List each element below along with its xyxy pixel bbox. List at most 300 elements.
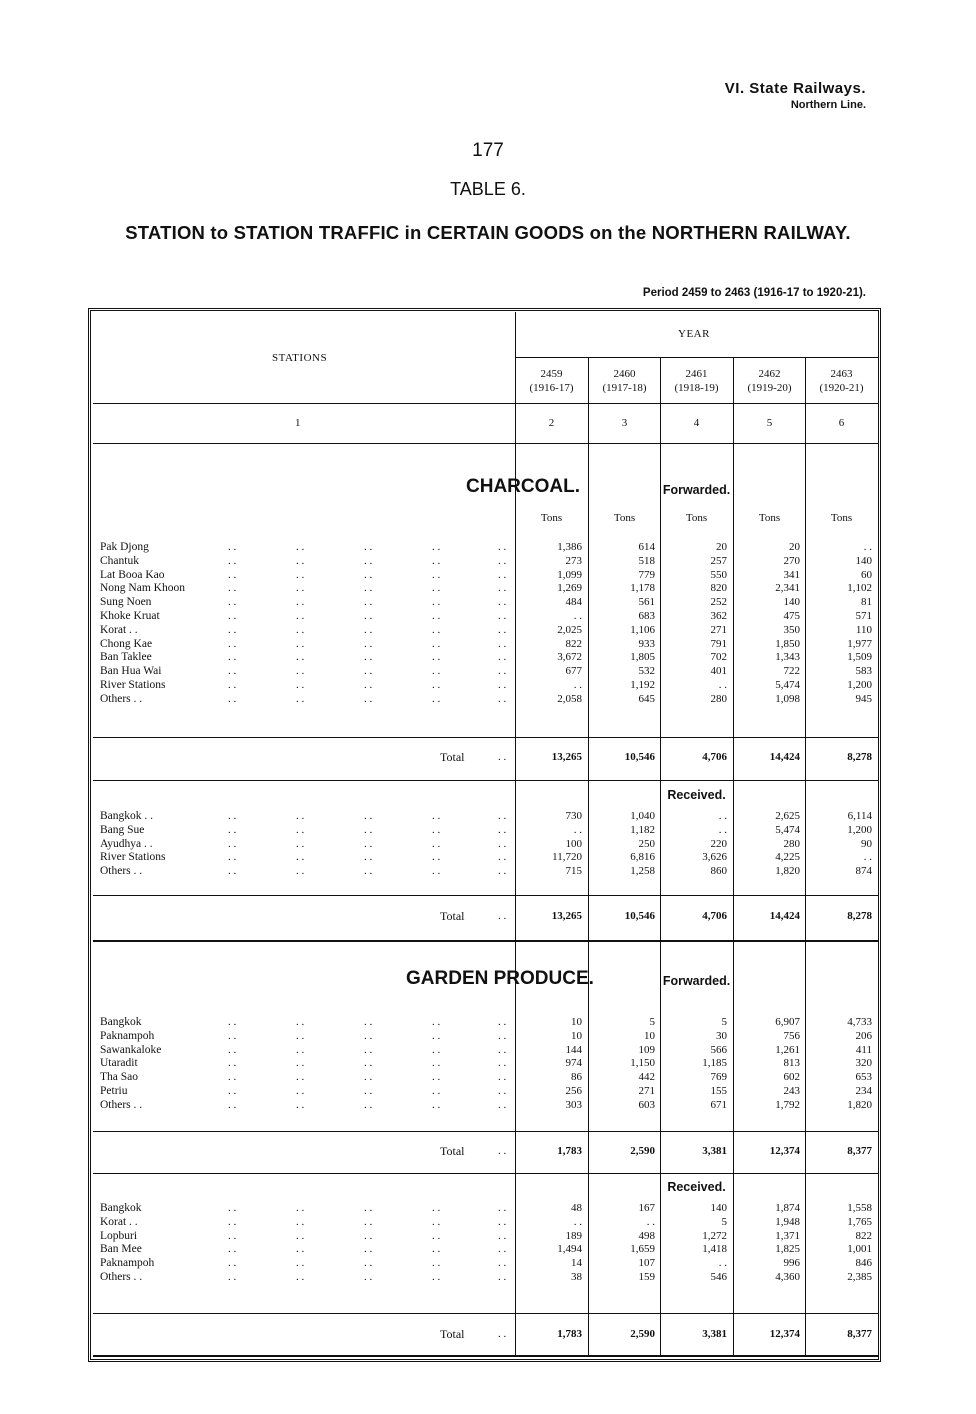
total-cell: 2,590 bbox=[630, 1145, 655, 1157]
station-name: Lopburi bbox=[100, 1229, 138, 1242]
leader-dots: . . bbox=[228, 1071, 237, 1084]
table-cell: 846 bbox=[855, 1257, 872, 1270]
table-cell: 6,816 bbox=[630, 851, 655, 864]
total-label: Total bbox=[440, 750, 465, 764]
leader-dots: . . bbox=[228, 623, 237, 636]
leader-dots: . . bbox=[432, 851, 441, 864]
leader-dots: . . bbox=[364, 679, 373, 691]
leader-dots: . . bbox=[296, 541, 305, 553]
leader-dots: . . bbox=[498, 1271, 507, 1283]
year-ce: (1919-20) bbox=[747, 382, 792, 394]
total-cell: 12,374 bbox=[769, 1145, 800, 1157]
leader-dots: . . bbox=[432, 1029, 441, 1042]
table-cell: . . bbox=[573, 679, 582, 691]
table-cell: 822 bbox=[855, 1229, 872, 1242]
total-cell: 14,424 bbox=[769, 910, 800, 922]
leader-dots: . . bbox=[498, 610, 507, 622]
leader-dots: . . bbox=[228, 1229, 237, 1242]
year-be: 2459 bbox=[540, 368, 563, 380]
leader-dots: . . bbox=[228, 596, 237, 609]
leader-dots: . . bbox=[432, 541, 441, 553]
year-rule bbox=[515, 357, 878, 358]
leader-dots: . . bbox=[432, 623, 441, 636]
leader-dots: . . bbox=[432, 1229, 441, 1242]
leader-dots: . . bbox=[432, 1202, 441, 1214]
table-cell: 1,343 bbox=[775, 651, 800, 664]
table-cell: 653 bbox=[855, 1071, 872, 1084]
leader-dots: . . bbox=[228, 1215, 237, 1228]
table-cell: 1,792 bbox=[775, 1098, 800, 1111]
leader-dots: . . bbox=[498, 1029, 507, 1042]
table-cell: 1,192 bbox=[630, 679, 655, 691]
leader-dots: . . bbox=[498, 1071, 507, 1084]
leader-dots: . . bbox=[228, 679, 237, 691]
table-cell: 822 bbox=[565, 637, 582, 650]
table-cell: 1,102 bbox=[847, 582, 872, 595]
leader-dots: . . bbox=[296, 1043, 305, 1056]
leader-dots: . . bbox=[296, 837, 305, 850]
leader-dots: . . bbox=[296, 610, 305, 622]
column-number: 2 bbox=[548, 417, 555, 429]
table-cell: 252 bbox=[710, 596, 727, 609]
table-cell: 1,178 bbox=[630, 582, 655, 595]
station-name: Korat . . bbox=[100, 1215, 138, 1228]
leader-dots: . . bbox=[432, 1257, 441, 1270]
table-cell: 411 bbox=[855, 1043, 872, 1056]
leader-dots: . . bbox=[364, 1029, 373, 1042]
table-cell: 1,371 bbox=[775, 1229, 800, 1242]
station-name: Chong Kae bbox=[100, 637, 153, 650]
table-cell: 1,659 bbox=[630, 1243, 655, 1256]
station-name: Others . . bbox=[100, 865, 143, 878]
table-cell: 4,360 bbox=[775, 1271, 800, 1283]
section-rule bbox=[93, 940, 878, 942]
leader-dots: . . bbox=[432, 692, 441, 705]
total-rule bbox=[93, 780, 878, 781]
leader-dots: . . bbox=[228, 541, 237, 553]
table-cell: 280 bbox=[710, 692, 727, 705]
table-cell: 1,185 bbox=[702, 1057, 727, 1070]
table-cell: 144 bbox=[565, 1043, 582, 1056]
table-cell: 280 bbox=[783, 837, 800, 850]
total-cell: 12,374 bbox=[769, 1328, 800, 1340]
leader-dots: . . bbox=[228, 1243, 237, 1256]
leader-dots: . . bbox=[296, 1271, 305, 1283]
station-name: Utaradit bbox=[100, 1057, 138, 1070]
table-cell: 498 bbox=[638, 1229, 655, 1242]
year-be: 2462 bbox=[758, 368, 781, 380]
table-cell: 81 bbox=[861, 596, 872, 609]
leader-dots: . . bbox=[296, 1202, 305, 1214]
table-cell: 11,720 bbox=[552, 851, 582, 864]
station-name: Lat Booa Kao bbox=[100, 568, 165, 581]
leader-dots: . . bbox=[498, 679, 507, 691]
table-cell: 20 bbox=[789, 541, 800, 553]
leader-dots: . . bbox=[498, 541, 507, 553]
received-label: Received. bbox=[667, 788, 726, 802]
table-cell: 974 bbox=[565, 1057, 582, 1070]
table-cell: 860 bbox=[710, 865, 727, 878]
table-cell: 271 bbox=[710, 623, 727, 636]
station-name: Korat . . bbox=[100, 623, 138, 636]
table-cell: 167 bbox=[638, 1202, 655, 1214]
leader-dots: . . bbox=[498, 568, 507, 581]
table-cell: 996 bbox=[783, 1257, 800, 1270]
leader-dots: . . bbox=[364, 665, 373, 678]
total-rule bbox=[93, 737, 878, 738]
table-cell: 4,733 bbox=[847, 1016, 872, 1028]
column-number: 4 bbox=[693, 417, 700, 429]
table-cell: 2,385 bbox=[847, 1271, 872, 1283]
leader-dots: . . bbox=[364, 1271, 373, 1283]
table-cell: 1,850 bbox=[775, 637, 800, 650]
leader-dots: . . bbox=[228, 665, 237, 678]
year-ce: (1918-19) bbox=[674, 382, 719, 394]
table-cell: 30 bbox=[716, 1029, 727, 1042]
header-rule bbox=[93, 403, 878, 404]
leader-dots: . . bbox=[432, 1016, 441, 1028]
leader-dots: . . bbox=[296, 1229, 305, 1242]
leader-dots: . . bbox=[498, 623, 507, 636]
leader-dots: . . bbox=[364, 810, 373, 822]
leader-dots: . . bbox=[432, 1043, 441, 1056]
unit-label: Tons bbox=[758, 512, 781, 524]
table-cell: 730 bbox=[565, 810, 582, 822]
station-name: Others . . bbox=[100, 1098, 143, 1111]
station-name: Tha Sao bbox=[100, 1071, 139, 1084]
leader-dots: . . bbox=[432, 596, 441, 609]
total-cell: 2,590 bbox=[630, 1328, 655, 1340]
forwarded-label: Forwarded. bbox=[662, 974, 731, 988]
table-cell: 10 bbox=[644, 1029, 655, 1042]
leader-dots: . . bbox=[364, 596, 373, 609]
table-cell: 110 bbox=[855, 623, 872, 636]
table-cell: 107 bbox=[638, 1257, 655, 1270]
year-be: 2460 bbox=[613, 368, 636, 380]
leader-dots: . . bbox=[498, 823, 507, 836]
year-heading bbox=[588, 367, 661, 395]
table-cell: 2,025 bbox=[557, 623, 582, 636]
table-cell: 813 bbox=[783, 1057, 800, 1070]
table-cell: 271 bbox=[638, 1085, 655, 1097]
table-cell: . . bbox=[573, 1215, 582, 1228]
leader-dots: . . bbox=[296, 851, 305, 864]
table-cell: 257 bbox=[710, 554, 727, 567]
table-cell: 6,114 bbox=[847, 810, 872, 822]
leader-dots: . . bbox=[228, 610, 237, 622]
leader-dots: . . bbox=[296, 665, 305, 678]
leader-dots: . . bbox=[364, 1043, 373, 1056]
leader-dots: . . bbox=[296, 582, 305, 595]
leader-dots: . . bbox=[432, 651, 441, 664]
leader-dots: . . bbox=[228, 1271, 237, 1283]
leader-dots: . . bbox=[432, 1085, 441, 1097]
table-cell: 933 bbox=[638, 637, 655, 650]
table-cell: 303 bbox=[565, 1098, 582, 1111]
total-rule bbox=[93, 1173, 878, 1174]
table-cell: 1,200 bbox=[847, 679, 872, 691]
leader-dots: . . bbox=[498, 1145, 507, 1157]
leader-dots: . . bbox=[432, 1243, 441, 1256]
station-name: Petriu bbox=[100, 1085, 128, 1097]
station-name: River Stations bbox=[100, 851, 166, 864]
table-cell: 256 bbox=[565, 1085, 582, 1097]
total-cell: 8,377 bbox=[847, 1328, 872, 1340]
section-title: VI. State Railways. bbox=[724, 80, 866, 97]
table-cell: 1,825 bbox=[775, 1243, 800, 1256]
station-name: Paknampoh bbox=[100, 1029, 155, 1042]
station-name: Others . . bbox=[100, 692, 143, 705]
leader-dots: . . bbox=[432, 610, 441, 622]
leader-dots: . . bbox=[364, 1229, 373, 1242]
leader-dots: . . bbox=[364, 651, 373, 664]
leader-dots: . . bbox=[228, 651, 237, 664]
leader-dots: . . bbox=[296, 1098, 305, 1111]
table-cell: 86 bbox=[571, 1071, 582, 1084]
table-cell: 1,182 bbox=[630, 823, 655, 836]
leader-dots: . . bbox=[364, 610, 373, 622]
leader-dots: . . bbox=[228, 851, 237, 864]
table-cell: 38 bbox=[571, 1271, 582, 1283]
total-label: Total bbox=[440, 1327, 465, 1341]
table-cell: 250 bbox=[638, 837, 655, 850]
station-name: Chantuk bbox=[100, 554, 139, 567]
table-cell: 874 bbox=[855, 865, 872, 878]
table-cell: 566 bbox=[710, 1043, 727, 1056]
leader-dots: . . bbox=[364, 568, 373, 581]
table-cell: 60 bbox=[861, 568, 872, 581]
leader-dots: . . bbox=[228, 692, 237, 705]
table-cell: 1,874 bbox=[775, 1202, 800, 1214]
table-cell: 10 bbox=[571, 1016, 582, 1028]
leader-dots: . . bbox=[228, 823, 237, 836]
total-label: Total bbox=[440, 909, 465, 923]
leader-dots: . . bbox=[228, 1085, 237, 1097]
leader-dots: . . bbox=[228, 865, 237, 878]
table-cell: 677 bbox=[565, 665, 582, 678]
leader-dots: . . bbox=[364, 1202, 373, 1214]
table-cell: 602 bbox=[783, 1071, 800, 1084]
table-cell: 518 bbox=[638, 554, 655, 567]
table-cell: 1,258 bbox=[630, 865, 655, 878]
table-cell: 189 bbox=[565, 1229, 582, 1242]
leader-dots: . . bbox=[432, 837, 441, 850]
leader-dots: . . bbox=[296, 1243, 305, 1256]
table-cell: 820 bbox=[710, 582, 727, 595]
table-cell: 945 bbox=[855, 692, 872, 705]
year-heading bbox=[805, 367, 878, 395]
table-cell: 571 bbox=[855, 610, 872, 622]
table-cell: 484 bbox=[565, 596, 582, 609]
station-name: Ban Mee bbox=[100, 1243, 142, 1256]
total-cell: 8,278 bbox=[847, 751, 872, 763]
total-cell: 1,783 bbox=[557, 1145, 582, 1157]
table-cell: . . bbox=[573, 823, 582, 836]
table-cell: 362 bbox=[710, 610, 727, 622]
total-label: Total bbox=[440, 1144, 465, 1158]
forwarded-label: Forwarded. bbox=[662, 483, 731, 497]
table-cell: 140 bbox=[783, 596, 800, 609]
leader-dots: . . bbox=[432, 1098, 441, 1111]
table-cell: 234 bbox=[855, 1085, 872, 1097]
table-cell: 2,625 bbox=[775, 810, 800, 822]
leader-dots: . . bbox=[432, 823, 441, 836]
unit-label: Tons bbox=[830, 512, 853, 524]
station-name: Nong Nam Khoon bbox=[100, 582, 185, 595]
table-cell: 320 bbox=[855, 1057, 872, 1070]
total-cell: 3,381 bbox=[702, 1328, 727, 1340]
table-cell: 5,474 bbox=[775, 823, 800, 836]
year-be: 2463 bbox=[830, 368, 853, 380]
leader-dots: . . bbox=[364, 582, 373, 595]
table-cell: 5 bbox=[649, 1016, 655, 1028]
leader-dots: . . bbox=[498, 910, 507, 922]
total-cell: 4,706 bbox=[702, 910, 727, 922]
table-cell: 1,099 bbox=[557, 568, 582, 581]
table-cell: 14 bbox=[571, 1257, 582, 1270]
station-name: Bangkok . . bbox=[100, 810, 154, 822]
table-cell: 206 bbox=[855, 1029, 872, 1042]
leader-dots: . . bbox=[498, 596, 507, 609]
leader-dots: . . bbox=[228, 554, 237, 567]
table-cell: 1,418 bbox=[702, 1243, 727, 1256]
leader-dots: . . bbox=[228, 1043, 237, 1056]
table-cell: 155 bbox=[710, 1085, 727, 1097]
table-cell: 5 bbox=[721, 1215, 727, 1228]
table-cell: 645 bbox=[638, 692, 655, 705]
leader-dots: . . bbox=[432, 810, 441, 822]
leader-dots: . . bbox=[364, 692, 373, 705]
table-cell: 1,001 bbox=[847, 1243, 872, 1256]
table-cell: 1,200 bbox=[847, 823, 872, 836]
table-cell: 220 bbox=[710, 837, 727, 850]
leader-dots: . . bbox=[498, 651, 507, 664]
leader-dots: . . bbox=[498, 582, 507, 595]
table-cell: 1,558 bbox=[847, 1202, 872, 1214]
leader-dots: . . bbox=[498, 1328, 507, 1340]
station-name: Bangkok bbox=[100, 1016, 142, 1028]
leader-dots: . . bbox=[296, 1016, 305, 1028]
leader-dots: . . bbox=[228, 582, 237, 595]
section-rule bbox=[93, 1355, 878, 1357]
leader-dots: . . bbox=[228, 1016, 237, 1028]
leader-dots: . . bbox=[228, 1098, 237, 1111]
leader-dots: . . bbox=[296, 623, 305, 636]
leader-dots: . . bbox=[296, 637, 305, 650]
section-title: CHARCOAL. bbox=[466, 476, 580, 497]
station-name: Bang Sue bbox=[100, 823, 145, 836]
leader-dots: . . bbox=[364, 1243, 373, 1256]
table-cell: 671 bbox=[710, 1098, 727, 1111]
leader-dots: . . bbox=[432, 1215, 441, 1228]
table-cell: 5 bbox=[721, 1016, 727, 1028]
table-cell: . . bbox=[718, 1257, 727, 1270]
table-cell: 140 bbox=[710, 1202, 727, 1214]
table-cell: 1,269 bbox=[557, 582, 582, 595]
table-cell: 1,106 bbox=[630, 623, 655, 636]
unit-label: Tons bbox=[685, 512, 708, 524]
table-cell: 1,820 bbox=[847, 1098, 872, 1111]
table-cell: 401 bbox=[710, 665, 727, 678]
total-rule bbox=[93, 1131, 878, 1132]
leader-dots: . . bbox=[498, 1243, 507, 1256]
table-cell: 3,672 bbox=[557, 651, 582, 664]
leader-dots: . . bbox=[432, 568, 441, 581]
table-cell: 1,040 bbox=[630, 810, 655, 822]
year-heading bbox=[660, 367, 733, 395]
table-cell: 779 bbox=[638, 568, 655, 581]
year-be: 2461 bbox=[685, 368, 708, 380]
year-heading bbox=[733, 367, 806, 395]
leader-dots: . . bbox=[498, 1098, 507, 1111]
station-name: Ban Taklee bbox=[100, 651, 152, 664]
table-cell: 561 bbox=[638, 596, 655, 609]
table-cell: . . bbox=[718, 810, 727, 822]
station-name: Sawankaloke bbox=[100, 1043, 162, 1056]
table-cell: 1,977 bbox=[847, 637, 872, 650]
column-number: 1 bbox=[295, 417, 301, 429]
leader-dots: . . bbox=[296, 554, 305, 567]
line-name: Northern Line. bbox=[790, 99, 866, 111]
total-cell: 1,783 bbox=[557, 1328, 582, 1340]
leader-dots: . . bbox=[364, 554, 373, 567]
colnum-rule bbox=[93, 443, 878, 444]
period-label: Period 2459 to 2463 (1916-17 to 1920-21). bbox=[642, 287, 866, 299]
table-cell: 583 bbox=[855, 665, 872, 678]
station-name: Khoke Kruat bbox=[100, 610, 160, 622]
leader-dots: . . bbox=[498, 554, 507, 567]
leader-dots: . . bbox=[498, 1229, 507, 1242]
total-cell: 4,706 bbox=[702, 751, 727, 763]
table-cell: 5,474 bbox=[775, 679, 800, 691]
leader-dots: . . bbox=[498, 1085, 507, 1097]
leader-dots: . . bbox=[296, 865, 305, 878]
table-cell: 2,341 bbox=[775, 582, 800, 595]
table-cell: 1,509 bbox=[847, 651, 872, 664]
table-cell: 614 bbox=[638, 541, 655, 553]
total-cell: 8,377 bbox=[847, 1145, 872, 1157]
leader-dots: . . bbox=[364, 1215, 373, 1228]
leader-dots: . . bbox=[498, 1057, 507, 1070]
leader-dots: . . bbox=[498, 1016, 507, 1028]
table-cell: 90 bbox=[861, 837, 872, 850]
year-ce: (1917-18) bbox=[602, 382, 647, 394]
leader-dots: . . bbox=[364, 541, 373, 553]
leader-dots: . . bbox=[498, 851, 507, 864]
leader-dots: . . bbox=[296, 1085, 305, 1097]
table-cell: 442 bbox=[638, 1071, 655, 1084]
total-cell: 10,546 bbox=[624, 751, 655, 763]
table-cell: 715 bbox=[565, 865, 582, 878]
total-cell: 3,381 bbox=[702, 1145, 727, 1157]
table-cell: 603 bbox=[638, 1098, 655, 1111]
leader-dots: . . bbox=[432, 679, 441, 691]
total-cell: 14,424 bbox=[769, 751, 800, 763]
leader-dots: . . bbox=[228, 837, 237, 850]
table-cell: 1,765 bbox=[847, 1215, 872, 1228]
leader-dots: . . bbox=[432, 637, 441, 650]
leader-dots: . . bbox=[296, 692, 305, 705]
leader-dots: . . bbox=[498, 665, 507, 678]
table-cell: 10 bbox=[571, 1029, 582, 1042]
column-number: 5 bbox=[766, 417, 773, 429]
table-cell: 350 bbox=[783, 623, 800, 636]
table-cell: 1,494 bbox=[557, 1243, 582, 1256]
leader-dots: . . bbox=[228, 1202, 237, 1214]
station-name: Bangkok bbox=[100, 1202, 142, 1214]
station-name: Sung Noen bbox=[100, 596, 152, 609]
year-header: YEAR bbox=[678, 328, 710, 340]
